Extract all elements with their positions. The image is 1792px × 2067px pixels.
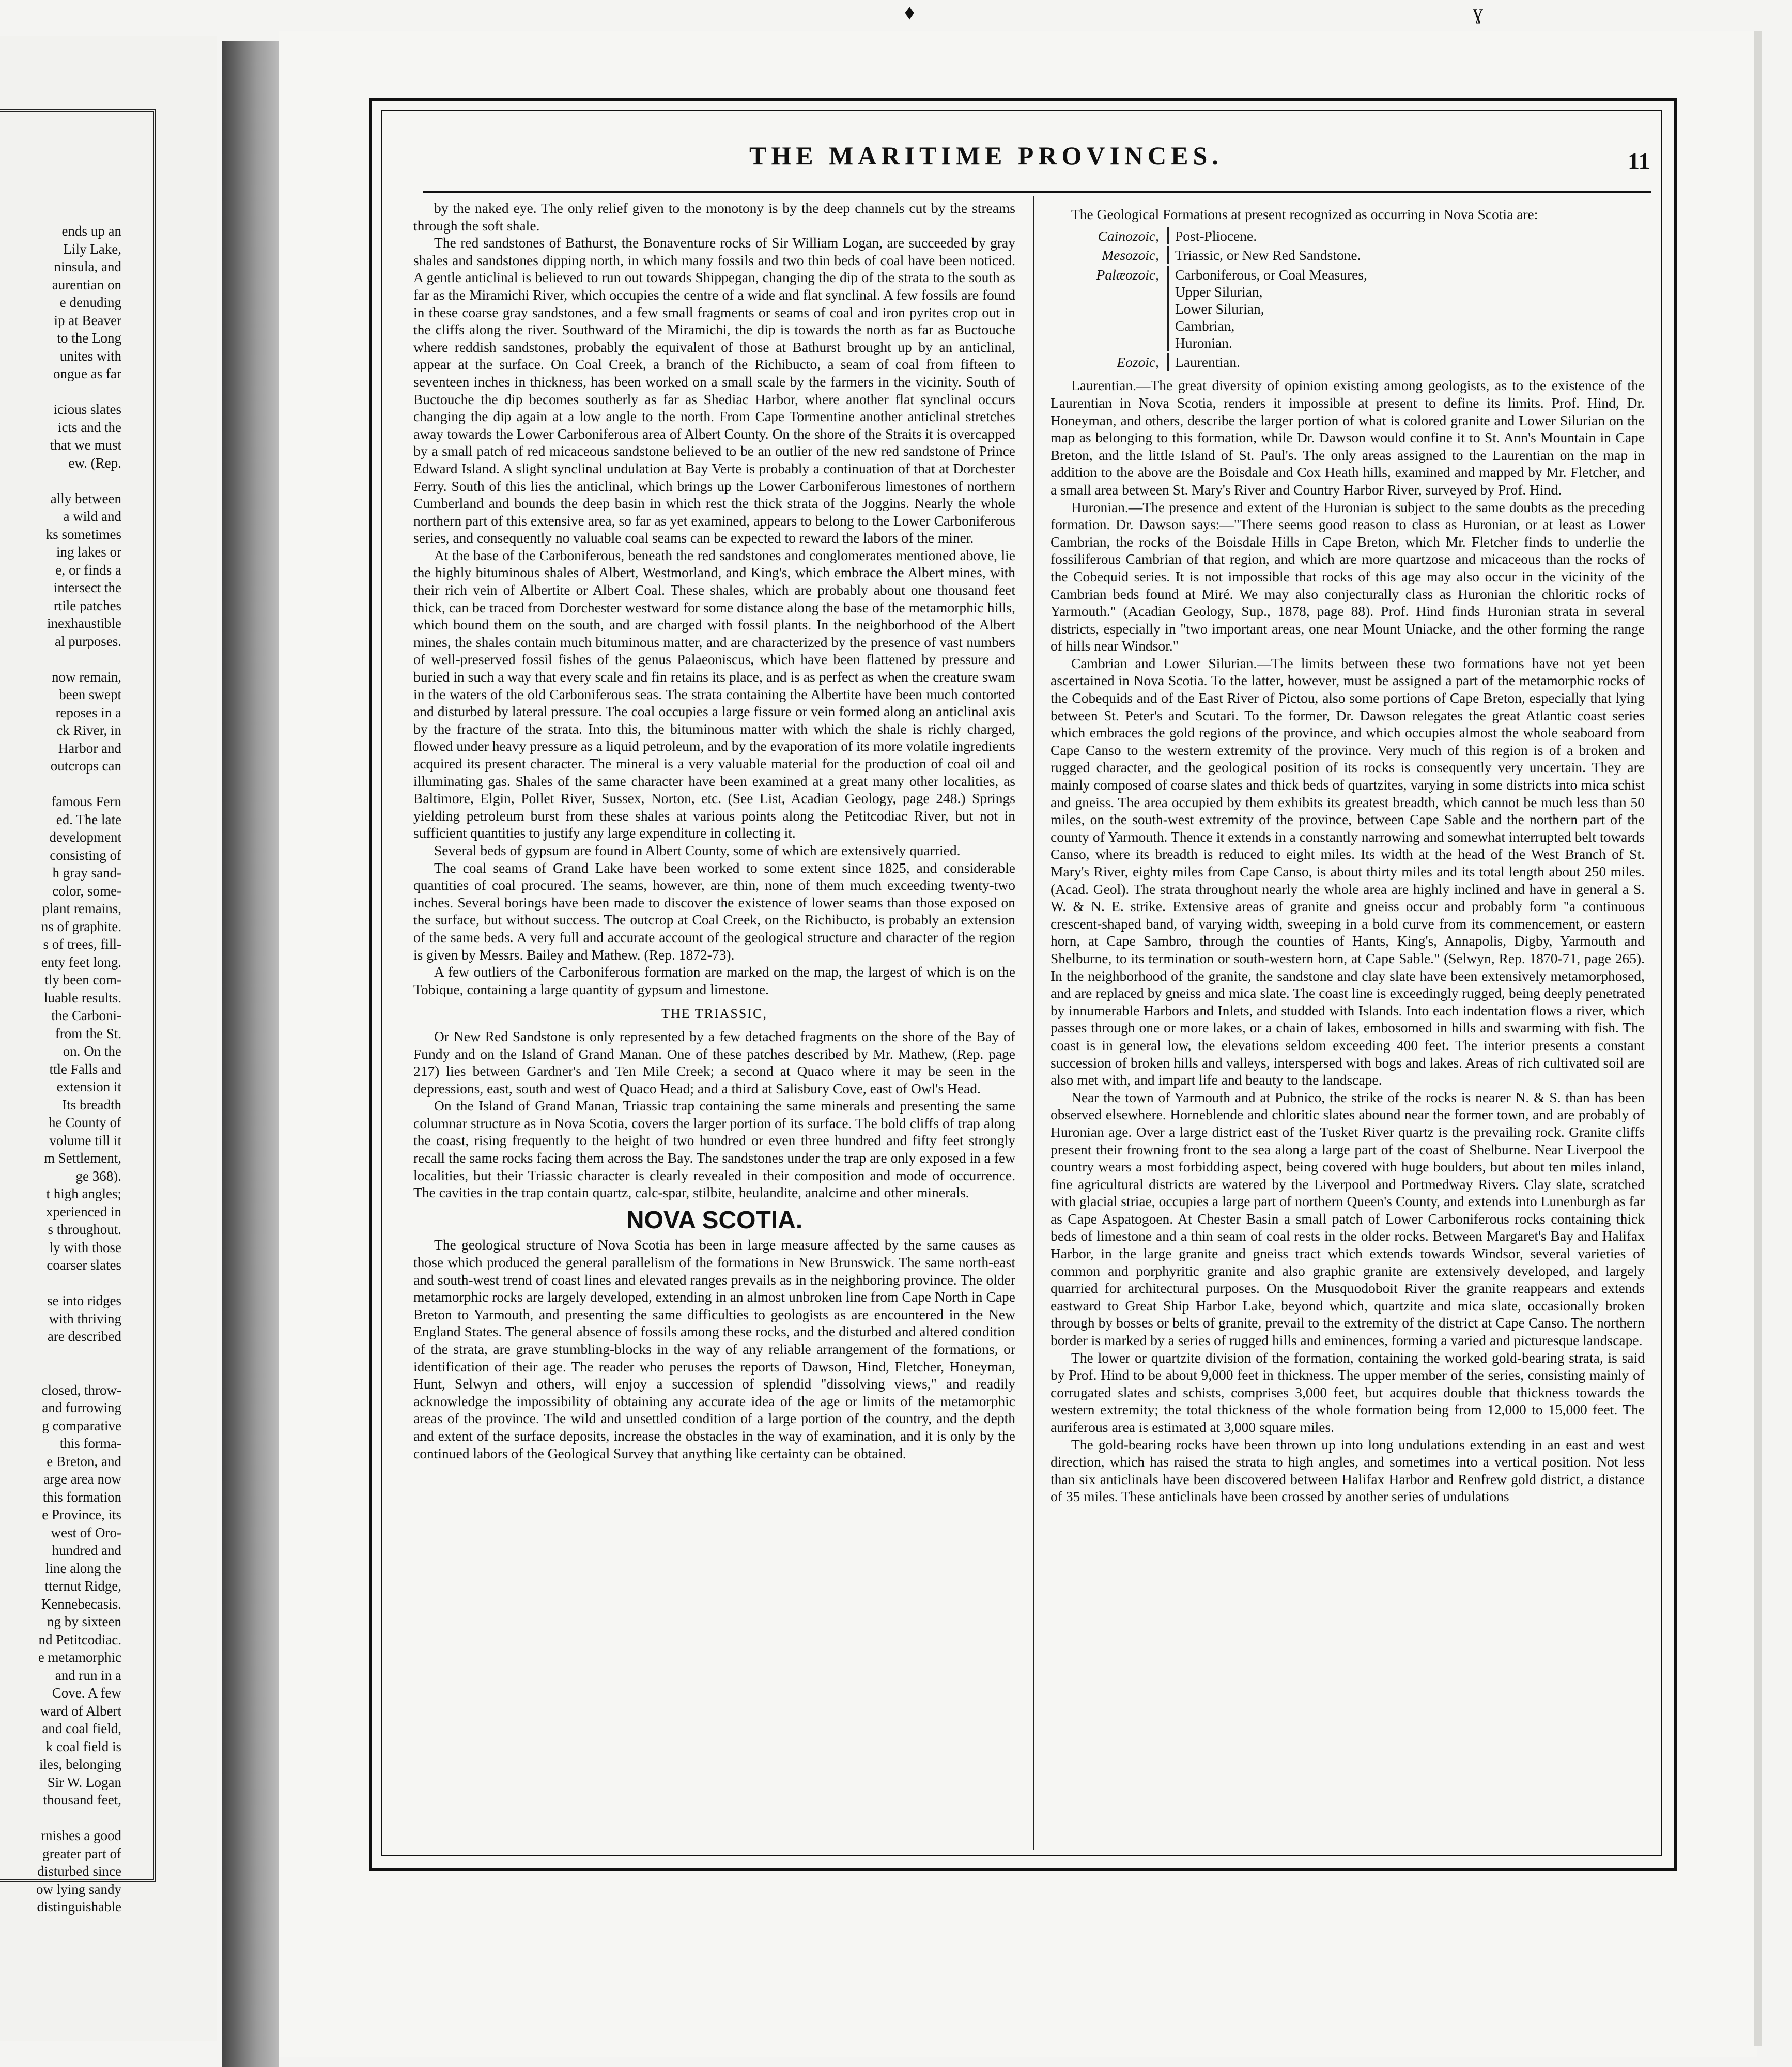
left-page-line: rnishes a good — [41, 1828, 121, 1843]
formation-row — [1051, 227, 1645, 245]
left-page-line: s of trees, fill- — [43, 936, 121, 952]
paragraph: Cambrian and Lower Silurian.—The limits between these two formations have not yet been ascertained in Nova Scotia. To the latter, however, must be assigned a part of the metamorphic rocks of the Cobequids and of the East River of Pictou, also some portions of Cape Breton, especially that lying between St. Peter's and Scutari. To the former, Dr. Dawson relegates the great Atlantic coast series which embraces the gold regions of the province, and which occupies almost the whole seaboard from Cape Canso to the western extremity of the province. Very much of this region is of a broken and rugged character, and the geological position of its rocks is consequently very uncertain. They are mainly composed of coarse slates and thick beds of quartzites, varying in some districts into mica schist and gneiss. The area occupied by them exhibits its greatest breadth, which cannot be much less than 50 miles, on the south-west extremity of the province, between Cape Sable and the northern part of the county of Yarmouth. Thence it extends in a constantly narrowing and somewhat interrupted belt towards Canso, where its breadth is reduced to eight miles. Its width at the head of the West Branch of St. Mary's River, eighty miles from Cape Canso, is about thirty miles and its total length about 250 miles. (Acad. Geol). The strata throughout nearly the whole area are highly inclined and have in general a S. W. & N. E. strike. Extensive areas of granite and gneiss occur and probably form "a continuous crescent-shaped band, of varying width, sweeping in a bold curve from its commencement, or eastern horn, at Cape Sambro, through the counties of Hants, King's, Annapolis, Digby, Yarmouth and Shelburne, to its termination or south-western horn, at Cape Sable." (Selwyn, Rep. 1870-71, page 265). In the neighborhood of the granite, the sandstone and clay slate have been extensively metamorphosed, and are replaced by gneiss and mica slate. The coast line is exceedingly rugged, being deeply penetrated by innumerable Harbors and Inlets, and studded with Islands. Into each indentation flows a river, which passes through one or more lakes, or a chain of lakes, embosomed in hills and swarming with fish. The coast is in general low, the elevations seldom exceeding 400 feet. The interior presents a constant succession of broken hills and valleys, interspersed with bogs and lakes. Areas of rich cultivated soil are also met with, and impart life and beauty to the landscape. — [1051, 655, 1645, 1088]
left-page-line: ninsula, and — [54, 259, 121, 274]
formation-row — [1051, 246, 1645, 264]
left-page-line: rtile patches — [53, 597, 121, 613]
left-page-line: distinguishable — [37, 1899, 121, 1915]
left-page-line: ge 368). — [75, 1168, 121, 1184]
left-page-line: ward of Albert — [40, 1703, 121, 1719]
left-page-line: ck River, in — [56, 722, 121, 738]
scan-mark: ɣ — [1473, 1, 1483, 24]
left-page-line: from the St. — [55, 1025, 121, 1041]
left-page-line: icious slates — [53, 402, 121, 417]
left-page-line: are described — [47, 1329, 121, 1344]
left-page-line: e, or finds a — [55, 562, 121, 578]
book-gutter — [222, 41, 279, 2067]
formations-table — [1051, 227, 1645, 371]
left-page-line: disturbed since — [37, 1863, 121, 1879]
left-page-line: been swept — [59, 687, 121, 702]
left-page-line: ng by sixteen — [47, 1614, 121, 1629]
left-page-text — [0, 222, 121, 1916]
era-name: Eozoic, — [1117, 353, 1159, 370]
left-page-line: ing lakes or — [56, 544, 121, 560]
formations-intro: The Geological Formations at present recognized as occurring in Nova Scotia are: — [1071, 206, 1538, 222]
left-page-line: enty feet long. — [41, 954, 121, 970]
column-divider — [1033, 196, 1034, 1850]
paragraph: The gold-bearing rocks have been thrown up into long undulations extending in an east and west direction, which has raised the strata to high angles, and sometimes into a vertical position. Not less than six anticlinals have been discovered between Halifax Harbor and Renfrew gold district, a distance of 35 miles. These anticlinals have been crossed by another series of undulations — [1051, 1436, 1645, 1505]
nova-scotia-paragraphs — [413, 1236, 1015, 1462]
triassic-paragraphs — [413, 1028, 1015, 1201]
left-page-line: and coal field, — [42, 1721, 121, 1736]
left-page-line: k coal field is — [45, 1738, 121, 1754]
left-page-line: e metamorphic — [38, 1649, 121, 1665]
left-page-line: unites with — [59, 348, 121, 364]
paragraph: Near the town of Yarmouth and at Pubnico, the strike of the rocks is nearer N. & S. than has been observed elsewhere. Horneblende and chloritic slates abound near the former town, and are probably of Huronian age. Over a large district east of the Tusket River quartz is the prevailing rock. Granite cliffs present their frowning front to the sea along a large part of the coast of Shelburne. Near Liverpool the country wears a most forbidding aspect, being covered with huge boulders, but about ten miles inland, fine agricultural districts are watered by the Liverpool and Portmedway Rivers. Clay slate, scratched with glacial striae, occupies a large part of northern Queen's County, and extends into Lunenburgh as far as Cape Aspatogoen. At Chester Basin a small patch of Lower Carboniferous rocks containing thick beds of limestone and a thin seam of coal rests in the older rocks. Between Margaret's Bay and Halifax Harbor, in the large granite and gneiss tract which extends towards Windsor, several varieties of common and porphyritic granite and also graphic granite are extensively developed, and largely quarried for architectural purposes. On the Musquodoboit River the granite reappears and extends eastward to Great Ship Harbor Lake, beyond which, quartzite and mica slate, occasionally broken through by bosses or belts of granite, prevail to the extremity of the district at Cape Canso. The northern border is marked by a series of rugged hills and eminences, forming a varied and picturesque landscape. — [1051, 1089, 1645, 1349]
left-page-line — [0, 1809, 121, 1827]
left-page-line: coarser slates — [47, 1257, 121, 1273]
formation-item: Triassic, or New Red Sandstone. — [1175, 247, 1361, 264]
left-page-line: ed. The late — [56, 811, 121, 827]
left-page-line — [0, 472, 121, 490]
left-page-line: s throughout. — [48, 1222, 121, 1237]
left-page-line: t high angles; — [46, 1186, 121, 1201]
left-page-line: volume till it — [49, 1132, 121, 1148]
left-page-line: h gray sand- — [52, 865, 121, 881]
left-page-line: on. On the — [63, 1043, 121, 1059]
era-formation-list — [1167, 353, 1240, 371]
left-page-line: west of Oro- — [51, 1524, 121, 1540]
left-page-fragment — [0, 36, 217, 2041]
left-page-line: xperienced in — [45, 1204, 121, 1220]
paragraph: The coal seams of Grand Lake have been worked to some extent since 1825, and considerable quantities of coal procured. The seams, however, are thin, none of them much exceeding twenty-two inches. Several borings have been made to discover the existence of lower seams than those exposed on the surface, but without success. The outcrop at Coal Creek, on the Richibucto, is probably an extension of the same beds. A very full and accurate account of the geological structure and character of the region is given by Messrs. Bailey and Mathew. (Rep. 1872-73). — [413, 859, 1015, 963]
formation-item: Lower Silurian, — [1175, 300, 1264, 317]
paragraph: The geological structure of Nova Scotia has been in large measure affected by the same causes as those which produced the general parallelism of the formations in New Brunswick. The same north-east and south-west trend of coast lines and elevated ranges prevails as in the neighboring province. The older metamorphic rocks are largely developed, extending in an almost unbroken line from Cape North in Cape Breton to Yarmouth, and presenting the same difficulties to geologists as are encountered in the New England States. The general absence of fossils among these rocks, and the disturbed and altered condition of the strata, are grave stumbling-blocks in the way of any reliable arrangement of the formations, or identification of their age. The reader who peruses the reports of Dawson, Hind, Fletcher, Honeyman, Hunt, Selwyn and others, will enjoy a succession of splendid "dissolving views," and readily acknowledge the impossibility of obtaining any accurate idea of the age or limits of the metamorphic areas of the province. The wild and unsettled condition of a large portion of the country, and the depth and extent of the surface deposits, increase the obstacles in the way of examination, and it is only by the continued labors of the Geological Survey that anything like certainty can be obtained. — [413, 1237, 1015, 1461]
left-page-line: se into ridges — [47, 1293, 121, 1308]
left-page-line: al purposes. — [55, 633, 121, 649]
page-edge — [1754, 31, 1762, 2046]
left-page-line — [0, 383, 121, 401]
left-page-line — [0, 650, 121, 668]
page-title: THE MARITIME PROVINCES. — [749, 141, 1223, 170]
left-page-line: g comparative — [42, 1417, 121, 1433]
formation-item: Upper Silurian, — [1175, 283, 1263, 300]
left-page-line: extension it — [56, 1079, 121, 1094]
formation-item: Huronian. — [1175, 334, 1232, 351]
era-name: Cainozoic, — [1098, 227, 1159, 244]
left-page-line: Its breadth — [62, 1097, 121, 1113]
left-page-line: and run in a — [55, 1667, 121, 1683]
left-page-line: that we must — [50, 437, 121, 453]
left-page-line: the Carboni- — [51, 1008, 121, 1023]
left-page-line: line along the — [45, 1560, 121, 1576]
left-page-line: luable results. — [44, 990, 121, 1006]
nova-scotia-heading: NOVA SCOTIA. — [626, 1206, 803, 1234]
formation-row — [1051, 266, 1645, 351]
left-page-line: e Breton, and — [47, 1453, 121, 1469]
left-page-line: Lily Lake, — [63, 241, 121, 257]
left-page-line: intersect the — [53, 580, 121, 595]
left-page-line: Cove. A few — [52, 1685, 121, 1701]
left-page-line: closed, throw- — [41, 1382, 121, 1398]
left-page-line: e denuding — [59, 295, 121, 310]
left-page-line: ip at Beaver — [54, 312, 121, 328]
left-page-line: ns of graphite. — [41, 918, 121, 934]
left-page-line: ow lying sandy — [36, 1881, 121, 1897]
era-name: Mesozoic, — [1102, 247, 1159, 264]
paragraph: The lower or quartzite division of the formation, containing the worked gold-bearing strata, is said by Prof. Hind to be about 9,000 feet in thickness. The upper member of the series, consisting mainly of corrugated slates and schists, comprises 3,000 feet, but acquires double that thickness towards the western extremity; the total thickness of the whole formation being from 12,000 to 15,000 feet. The auriferous area is estimated at 3,000 square miles. — [1051, 1349, 1645, 1435]
paragraph: The red sandstones of Bathurst, the Bonaventure rocks of Sir William Logan, are succeeded by gray shales and sandstones dipping north, in which many fossils and two thin beds of coal have been noticed. A gentle anticlinal is believed to run out towards Shippegan, changing the dip of the strata to the south as far as the Miramichi River, which occupies the centre of a wide and flat synclinal. A few fossils are found in these coarse gray sandstones, and a few small fragments or seams of coal and iron pyrites crop out in the cliffs along the river. Southward of the Miramichi, the dip is towards the north as far as Buctouche where reddish sandstones, probably the equivalent of those at Bathurst brought up by an anticlinal, appear at the surface. On Coal Creek, a branch of the Richibucto, a seam of coal from fifteen to seventeen inches in thickness, has been worked on a small scale by the farmers in the vicinity. South of Buctouche the dip becomes southerly as far as Shediac Harbor, where another flat synclinal occurs changing the dip again at a low angle to the north. From Cape Tormentine another anticlinal stretches away towards the Lower Carboniferous area of Albert County. On the shore of the Straits it is overcapped by a small patch of red micaceous sandstone believed to be an outlier of the new red sandstone of Prince Edward Island. A slight synclinal undulation at Bay Verte is probably a continuation of that at Dorchester Ferry. South of this lies the anticlinal, which brings up the Lower Carboniferous limestones of northern Cumberland and bounds the deep basin in which rest the thick strata of the Joggins. Nearly the whole northern part of this extensive area, so far as yet examined, appears to belong to the Lower Carboniferous series, and consequently no valuable coal seams can be expected to reward the labors of the miner. — [413, 235, 1015, 546]
left-page-line: m Settlement, — [44, 1150, 121, 1166]
left-page-line: ends up an — [61, 223, 121, 239]
left-page-line: color, some- — [52, 883, 121, 899]
left-page-line: ew. (Rep. — [68, 455, 121, 471]
scan-mark: ♦ — [904, 1, 915, 24]
paragraph: On the Island of Grand Manan, Triassic trap containing the same minerals and presenting the same columnar structure as in Nova Scotia, covers the larger portion of its surface. The bold cliffs of trap along the coast, rising frequently to the height of two hundred or even three hundred and fifty feet strongly recall the same rocks facing them across the Bay. The sandstones under the trap are only exposed in a few localities, but their Triassic character is clearly revealed in their composition and mode of occurrence. The cavities in the trap contain quartz, calc-spar, stilbite, heulandite, analcime and other minerals. — [413, 1098, 1015, 1201]
right-column — [1051, 206, 1645, 1505]
left-page-line: consisting of — [50, 847, 121, 863]
left-column — [413, 199, 1015, 1462]
left-page-line: he County of — [49, 1115, 121, 1130]
left-page-line: inexhaustible — [47, 615, 121, 631]
left-page-line — [0, 775, 121, 793]
page-number: 11 — [1628, 148, 1650, 174]
paragraph: Huronian.—The presence and extent of the Huronian is subject to the same doubts as the preceding formation. Dr. Dawson says:—"There seems good reason to class as Huronian, or at least as Lower Cambrian, the rocks of the Boisdale Hills in Cape Breton, which Mr. Fletcher finds to underlie the fossiliferous Cambrian of that region, and which are more quartzose and micaceous than the rocks of the Cobequid series. It is not impossible that rocks of this age may also occur in the vicinity of the Cambrian beds found at Miré. We may also conjecturally class as Huronian the chloritic rocks of Yarmouth." (Acadian Geology, Sup., 1878, page 88). Prof. Hind finds Huronian strata in several districts, especially in "two important areas, one near Mount Uniacke, and the other forming the range of hills near Windsor." — [1051, 499, 1645, 654]
left-page-line: ly with those — [49, 1239, 121, 1255]
left-page-line: outcrops can — [50, 758, 121, 774]
paragraph: by the naked eye. The only relief given to the monotony is by the deep channels cut by the streams through the soft shale. — [413, 200, 1015, 234]
paragraph: Laurentian.—The great diversity of opinion existing among geologists, as to the existence of the Laurentian in Nova Scotia, renders it impossible at present to define its limits. Prof. Hind, Dr. Honeyman, and others, describe the larger portion of what is colored granite and Lower Silurian on the map as belonging to this formation, while Dr. Dawson would confine it to St. Ann's Mountain in Cape Breton, and the little Island of St. Paul's. The only areas assigned to the Laurentian on the map in addition to the above are the Boisdale and Cox Heath hills, examined and mapped by Mr. Fletcher, and a small area between St. Mary's River and Country Harbor River, surveyed by Prof. Hind. — [1051, 377, 1645, 498]
left-page-line: reposes in a — [55, 704, 121, 720]
left-page-line: with thriving — [49, 1310, 121, 1326]
left-column-paragraphs — [413, 199, 1015, 998]
left-page-line: this forma- — [59, 1436, 121, 1451]
formation-item: Laurentian. — [1175, 353, 1240, 370]
left-page-line: ttle Falls and — [49, 1061, 121, 1077]
left-page-line: famous Fern — [51, 794, 121, 809]
paragraph: Several beds of gypsum are found in Albert County, some of which are extensively quarried. — [434, 842, 961, 858]
left-page-line: nd Petitcodiac. — [38, 1631, 121, 1647]
era-formation-list — [1167, 227, 1257, 244]
left-page-line — [0, 1346, 121, 1364]
left-page-line: iles, belonging — [39, 1756, 121, 1772]
formation-item: Post-Pliocene. — [1175, 227, 1257, 244]
era-formation-list — [1167, 266, 1367, 351]
left-page-line: arge area now — [43, 1471, 121, 1487]
left-page-line: hundred and — [52, 1542, 121, 1558]
left-page-line: Sir W. Logan — [47, 1774, 121, 1790]
left-page-line: tly been com- — [44, 972, 121, 988]
left-page-line: e Province, its — [42, 1507, 121, 1522]
left-page-line: ks sometimes — [45, 526, 121, 542]
triassic-heading: THE TRIASSIC, — [661, 1006, 767, 1022]
left-page-line: this formation — [42, 1489, 121, 1505]
left-page-line: and furrowing — [42, 1400, 121, 1415]
left-page-line: thousand feet, — [43, 1792, 121, 1808]
left-page-line: development — [49, 829, 121, 845]
left-page-line: aurentian on — [52, 276, 121, 292]
left-page-line: tternut Ridge, — [44, 1578, 121, 1594]
right-column-paragraphs — [1051, 377, 1645, 1505]
left-page-line: ongue as far — [53, 366, 121, 381]
left-page-line — [0, 1363, 121, 1381]
left-page-line — [0, 1274, 121, 1292]
left-page-line: Kennebecasis. — [41, 1596, 121, 1612]
left-page-line: plant remains, — [42, 901, 121, 916]
left-page-line: a wild and — [63, 508, 121, 524]
formation-row — [1051, 353, 1645, 371]
paragraph: A few outliers of the Carboniferous formation are marked on the map, the largest of which is on the Tobique, containing a large quantity of gypsum and limestone. — [413, 964, 1015, 997]
era-name: Palæozoic, — [1096, 266, 1159, 283]
header-rule — [423, 191, 1651, 193]
left-page-line: Harbor and — [58, 740, 121, 756]
left-page-line: icts and the — [58, 419, 121, 435]
formation-item: Cambrian, — [1175, 317, 1235, 334]
left-page-line: greater part of — [42, 1845, 121, 1861]
paragraph: Or New Red Sandstone is only represented by a few detached fragments on the shore of the Bay of Fundy and on the Island of Grand Manan. One of these patches described by Mr. Mathew, (Rep. page 217) lies between Gardner's and Ten Mile Creek; a second at Quaco where it may be seen in the depressions, east, south and west of Quaco Head; and a third at Salisbury Cove, east of Owl's Head. — [413, 1028, 1015, 1097]
left-page-line: ally between — [50, 490, 121, 506]
formation-item: Carboniferous, or Coal Measures, — [1175, 266, 1367, 283]
left-page-line: now remain, — [52, 669, 121, 685]
paragraph: At the base of the Carboniferous, beneath the red sandstones and conglomerates mentioned above, lie the highly bituminous shales of Albert, Westmorland, and King's, which embrace the Albert mines, with their rich vein of Albertite or Albert Coal. These shales, which are probably about one thousand feet thick, can be traced from Dorchester westward for some distance along the base of the metamorphic hills, which bound them on the south, and are charged with fossil plants. In the neighborhood of the Albert mines, the shales contain much bituminous matter, and are characterized by the presence of vast numbers of well-preserved fossil fishes of the genus Palaeoniscus, which have been flattened by pressure and buried in such a way that every scale and fin retains its place, and is as perfect as when the creature swam in the waters of the old Carboniferous seas. The strata containing the Albertite have been much contorted and disturbed by lateral pressure. The coal occupies a large fissure or vein formed along an anticlinal axis by the fracture of the strata. Into this, the bituminous matter with which the shale is richly charged, flowed under heavy pressure as a liquid petroleum, and by the evaporation of its more volatile ingredients acquired its present character. The mineral is a very valuable material for the production of coal oil and illuminating gas. Shales of the same character have been examined at a great many other localities, as Baltimore, Elgin, Pollet River, Sussex, Norton, etc. (See List, Acadian Geology, page 248.) Springs yielding petroleum burst from these shales at various points along the Petitcodiac River, but not in sufficient quantities to justify any large expenditure in collecting it. — [413, 547, 1015, 841]
left-page-line: to the Long — [57, 330, 121, 346]
era-formation-list — [1167, 246, 1361, 264]
